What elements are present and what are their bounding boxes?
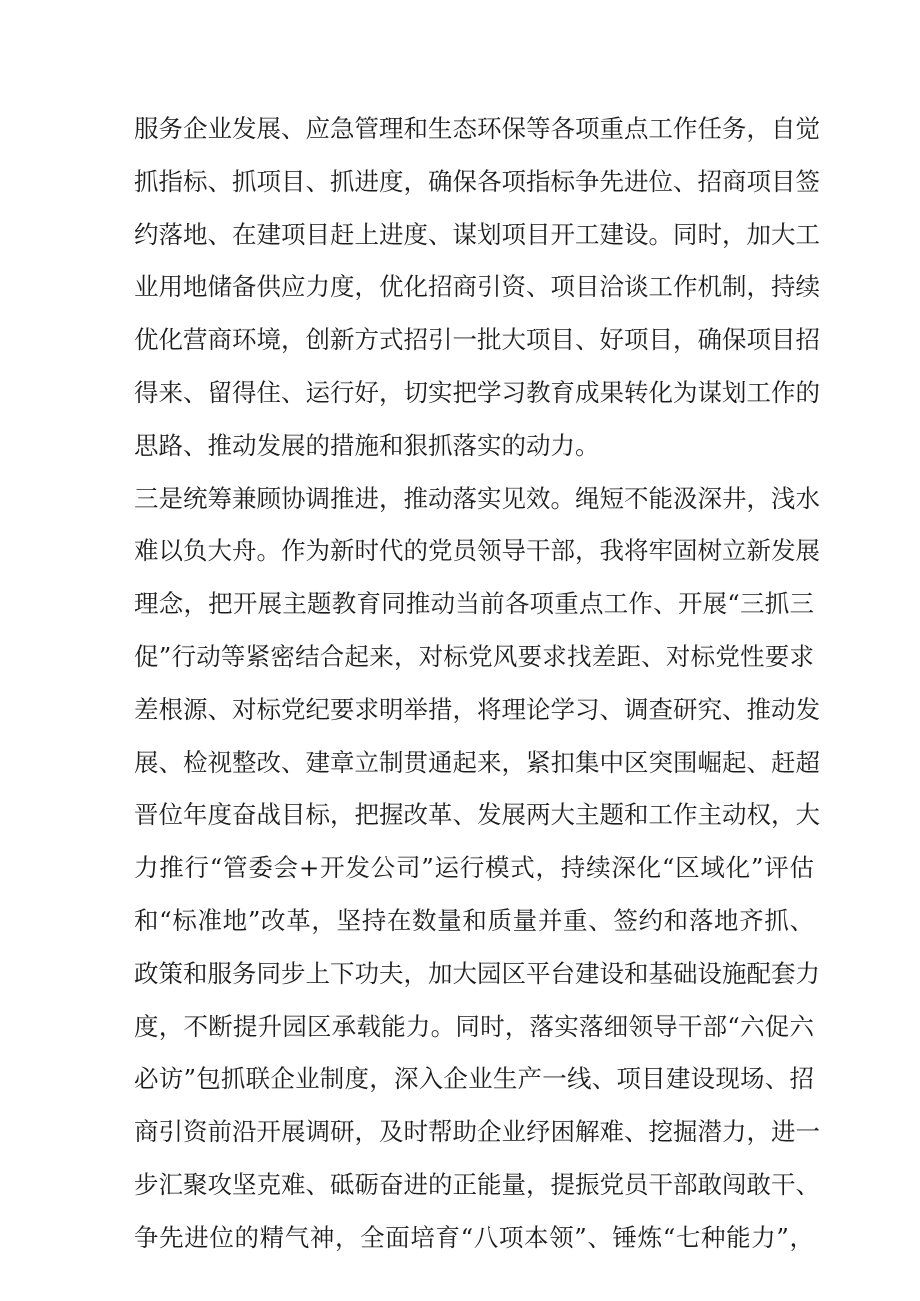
text-line: 约落地、在建项目赶上进度、谋划项目开工建设。同时，加大工	[134, 219, 820, 249]
text-line: 步汇聚攻坚克难、砥砺奋进的正能量，提振党员干部敢闯敢干、	[134, 1169, 820, 1199]
text-line: 差根源、对标党纪要求明举措，将理论学习、调查研究、推动发	[134, 694, 820, 724]
text-line: 理念，把开展主题教育同推动当前各项重点工作、开展“三抓三	[134, 589, 814, 619]
text-line: 和“标准地”改革，坚持在数量和质量并重、签约和落地齐抓、	[134, 905, 814, 935]
text-line: 度，不断提升园区承载能力。同时，落实落细领导干部“六促六	[134, 1011, 814, 1041]
text-line: 得来、留得住、运行好，切实把学习教育成果转化为谋划工作的	[134, 377, 820, 407]
text-line: 必访”包抓联企业制度，深入企业生产一线、项目建设现场、招	[134, 1064, 814, 1094]
text-line: 三是统筹兼顾协调推进，推动落实见效。绳短不能汲深井，浅水	[134, 483, 820, 513]
body-text	[134, 103, 820, 1265]
text-line: 展、检视整改、建章立制贯通起来，紧扣集中区突围崛起、赶超	[134, 747, 820, 777]
text-line: 促”行动等紧密结合起来，对标党风要求找差距、对标党性要求	[134, 641, 814, 671]
text-line: 抓指标、抓项目、抓进度，确保各项指标争先进位、招商项目签	[134, 166, 820, 196]
text-line: 力推行“管委会+开发公司”运行模式，持续深化“区域化”评估	[134, 853, 814, 883]
text-line: 服务企业发展、应急管理和生态环保等各项重点工作任务，自觉	[134, 114, 820, 143]
text-line: 晋位年度奋战目标，把握改革、发展两大主题和工作主动权，大	[134, 800, 820, 830]
text-line: 争先进位的精气神，全面培育“八项本领”、锤炼“七种能力”，	[134, 1222, 814, 1252]
text-line: 商引资前沿开展调研，及时帮助企业纾困解难、挖掘潜力，进一	[134, 1117, 820, 1147]
text-line: 难以负大舟。作为新时代的党员领导干部，我将牢固树立新发展	[134, 536, 820, 566]
text-line: 优化营商环境，创新方式招引一批大项目、好项目，确保项目招	[134, 325, 820, 355]
paragraph-end-line: 思路、推动发展的措施和狠抓落实的动力。	[134, 430, 600, 460]
text-line: 政策和服务同步上下功夫，加大园区平台建设和基础设施配套力	[134, 958, 820, 988]
text-line: 业用地储备供应力度，优化招商引资、项目洽谈工作机制，持续	[134, 272, 820, 302]
